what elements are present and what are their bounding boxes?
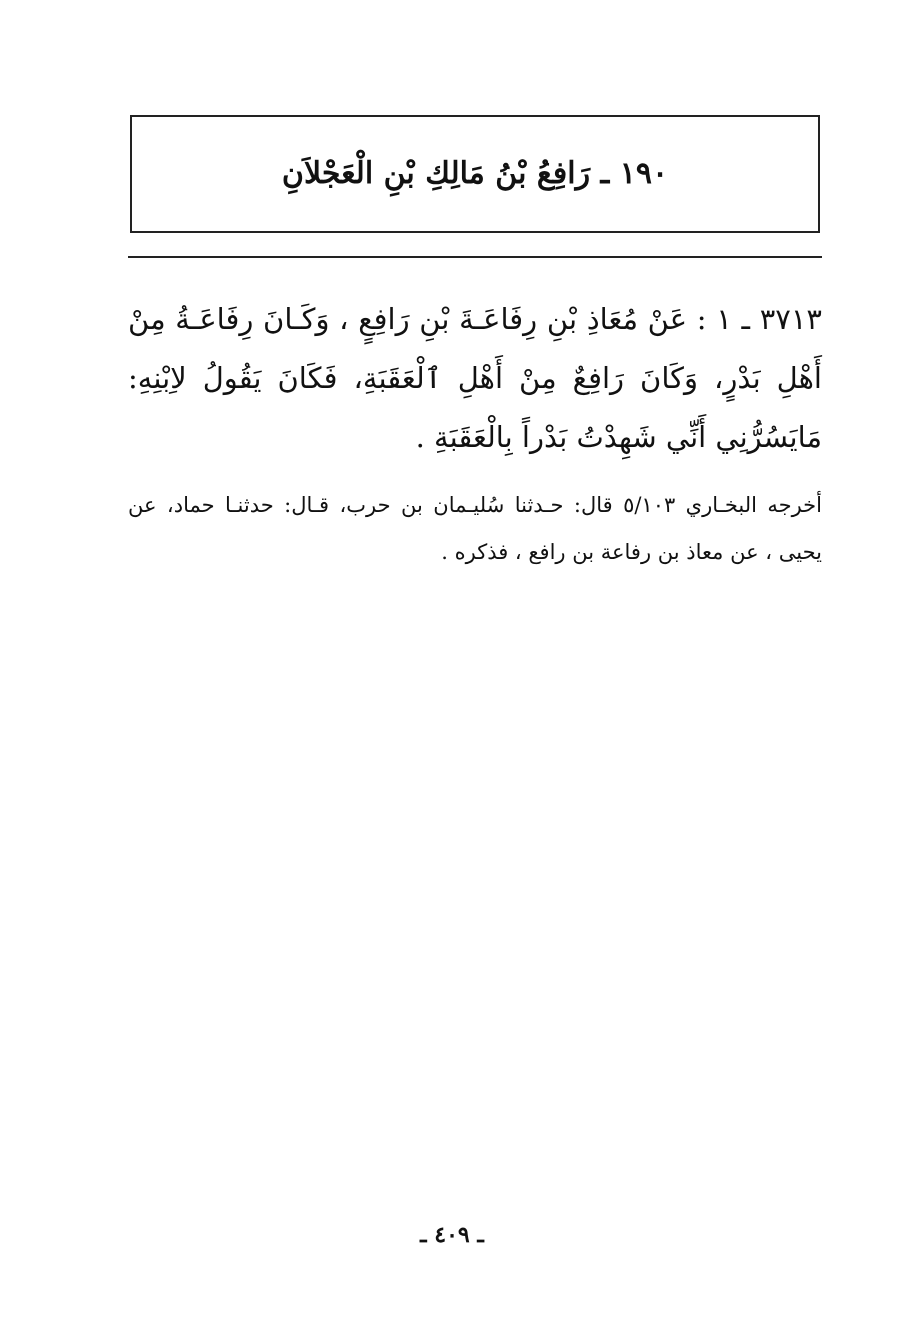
header-divider <box>128 256 822 258</box>
hadith-text: ٣٧١٣ ـ ١ : عَنْ مُعَاذِ بْنِ رِفَاعَـةَ بْنِ رَافِعٍ ، وَكَـانَ رِفَاعَـةُ مِنْ أَهْلِ بَدْرٍ، وَكَانَ رَافِعٌ مِنْ أَهْلِ ٱلْعَقَبَةِ، فَكَانَ يَقُولُ لاِبْنِهِ: مَايَسُرُّنِي أَنِّي شَهِدْتُ بَدْراً بِالْعَقَبَةِ . <box>128 302 822 454</box>
page-number: ـ ٤٠٩ ـ <box>420 1222 484 1248</box>
takhrij-text: أخرجه البخـاري ٥/١٠٣ قال: حـدثنا سُليـمان بن حرب، قـال: حدثنـا حماد، عن يحيى ، عن معاذ بن رفاعة بن رافع ، فذكره . <box>128 493 823 564</box>
section-title: ١٩٠ ـ رَافِعُ بْنُ مَالِكِ بْنِ الْعَجْلاَنِ <box>281 156 669 191</box>
section-title-box <box>130 115 820 233</box>
